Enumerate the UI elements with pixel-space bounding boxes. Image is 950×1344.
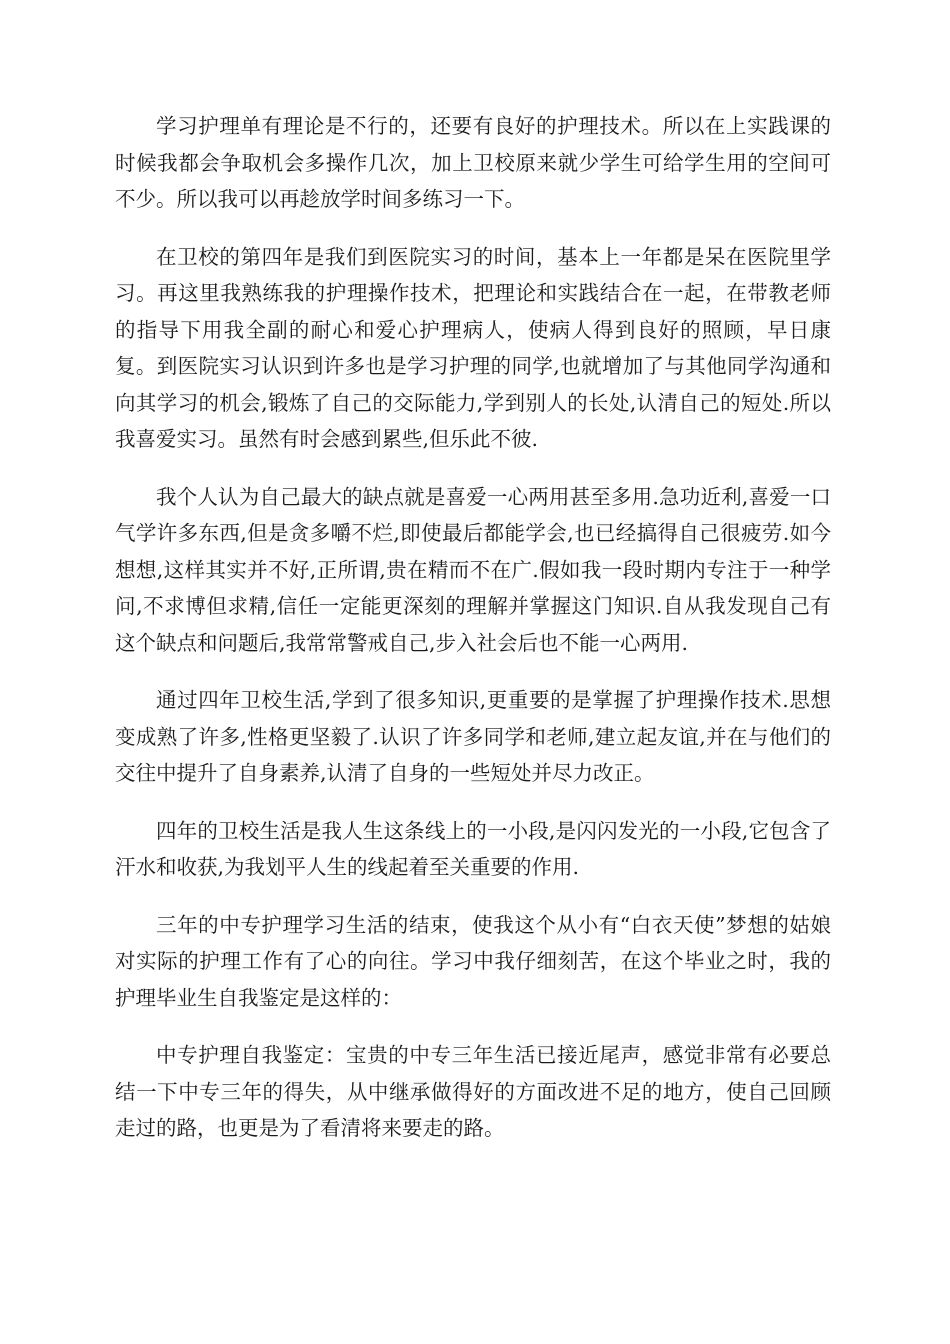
paragraph-graduation: 三年的中专护理学习生活的结束，使我这个从小有“白衣天使”梦想的姑娘对实际的护理工作有了心的向往。学习中我仔细刻苦，在这个毕业之时，我的护理毕业生自我鉴定是这样的：	[115, 912, 831, 1010]
paragraph-gains: 通过四年卫校生活,学到了很多知识,更重要的是掌握了护理操作技术.思想变成熟了许多,性格更坚毅了.认识了许多同学和老师,建立起友谊,并在与他们的交往中提升了自身素养,认清了自身的一些短处并尽力改正。	[115, 688, 831, 785]
paragraph-internship: 在卫校的第四年是我们到医院实习的时间，基本上一年都是呆在医院里学习。再这里我熟练我的护理操作技术，把理论和实践结合在一起，在带教老师的指导下用我全副的耐心和爱心护理病人，使病人得到良好的照顾，早日康复。到医院实习认识到许多也是学习护理的同学,也就增加了与其他同学沟通和向其学习的机会,锻炼了自己的交际能力,学到别人的长处,认清自己的短处.所以我喜爱实习。虽然有时会感到累些,但乐此不彼.	[115, 244, 831, 451]
paragraph-practice: 学习护理单有理论是不行的，还要有良好的护理技术。所以在上实践课的时候我都会争取机会多操作几次，加上卫校原来就少学生可给学生用的空间可不少。所以我可以再趁放学时间多练习一下。	[115, 114, 831, 211]
paragraph-shortcoming: 我个人认为自己最大的缺点就是喜爱一心两用甚至多用.急功近利,喜爱一口气学许多东西,但是贪多嚼不烂,即使最后都能学会,也已经搞得自己很疲劳.如今想想,这样其实并不好,正所谓,贵在精而不在广.假如我一段时期内专注于一种学问,不求博但求精,信任一定能更深刻的理解并掌握这门知识.自从我发现自己有这个缺点和问题后,我常常警戒自己,步入社会后也不能一心两用.	[115, 484, 831, 655]
document-body	[115, 108, 831, 1168]
paragraph-school-life: 四年的卫校生活是我人生这条线上的一小段,是闪闪发光的一小段,它包含了汗水和收获,为我划平人生的线起着至关重要的作用.	[115, 818, 831, 879]
paragraph-self-appraisal: 中专护理自我鉴定：宝贵的中专三年生活已接近尾声，感觉非常有必要总结一下中专三年的得失，从中继承做得好的方面改进不足的地方，使自己回顾走过的路，也更是为了看清将来要走的路。	[115, 1043, 831, 1140]
